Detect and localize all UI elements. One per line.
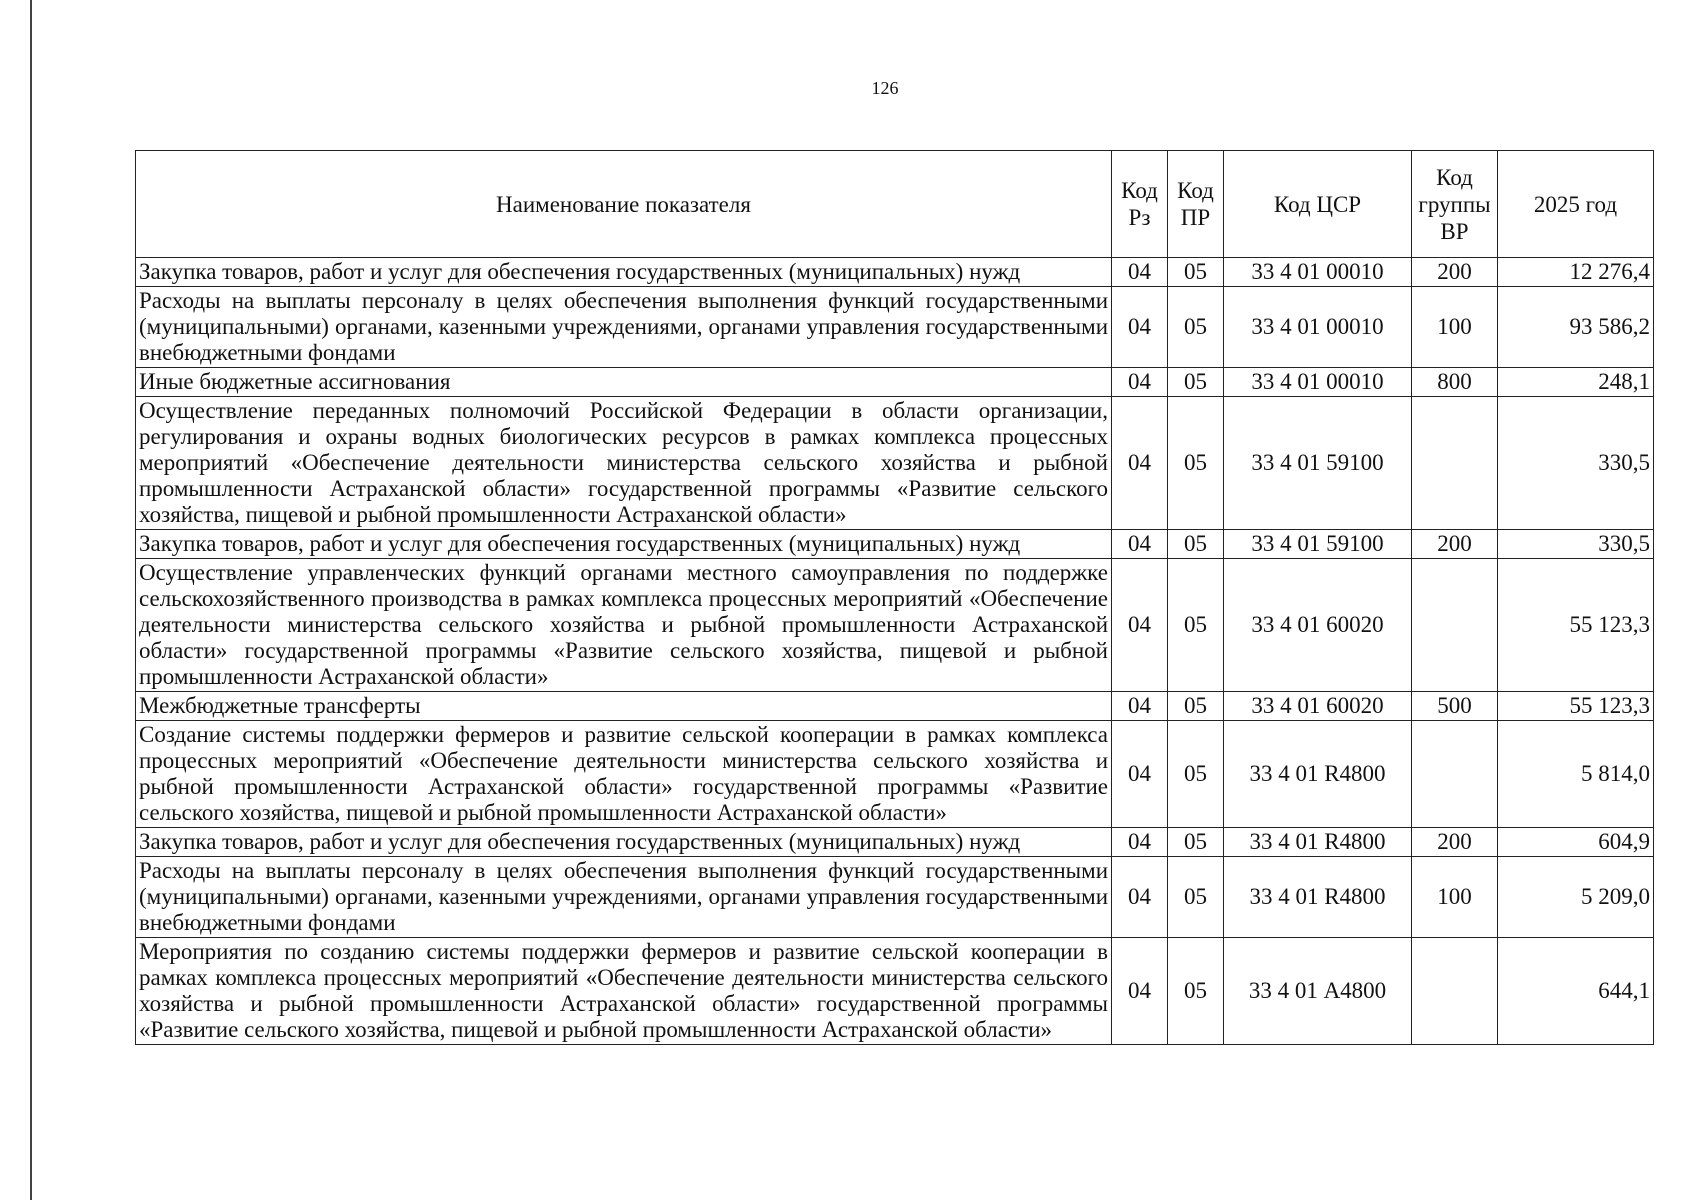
cell-vr: 100	[1412, 287, 1498, 368]
table-row	[136, 258, 1654, 287]
header-vr: Код группы ВР	[1412, 151, 1498, 258]
cell-name: Осуществление управленческих функций органами местного самоуправления по поддержке сельскохозяйственного производства в рамках комплекса процессных мероприятий «Обеспечение деятельности министерства сельского хозяйства и рыбной промышленности Астраханской области» государственной программы «Развитие сельского хозяйства, пищевой и рыбной промышленности Астраханской области»	[136, 559, 1112, 692]
cell-rz: 04	[1112, 258, 1168, 287]
cell-value: 604,9	[1498, 828, 1654, 857]
table-row	[136, 721, 1654, 828]
cell-value: 55 123,3	[1498, 559, 1654, 692]
cell-csr: 33 4 01 60020	[1224, 559, 1412, 692]
table-row	[136, 692, 1654, 721]
cell-vr: 200	[1412, 530, 1498, 559]
cell-pr: 05	[1168, 857, 1224, 938]
cell-vr	[1412, 559, 1498, 692]
cell-name: Иные бюджетные ассигнования	[136, 368, 1112, 397]
cell-csr: 33 4 01 R4800	[1224, 857, 1412, 938]
cell-value: 330,5	[1498, 397, 1654, 530]
table-header	[136, 151, 1654, 258]
cell-vr	[1412, 938, 1498, 1045]
cell-rz: 04	[1112, 287, 1168, 368]
cell-vr: 200	[1412, 258, 1498, 287]
cell-rz: 04	[1112, 559, 1168, 692]
cell-name: Расходы на выплаты персоналу в целях обеспечения выполнения функций государственными (муниципальными) органами, казенными учреждениями, органами управления государственными внебюджетными фондами	[136, 287, 1112, 368]
cell-pr: 05	[1168, 692, 1224, 721]
cell-csr: 33 4 01 00010	[1224, 368, 1412, 397]
cell-csr: 33 4 01 R4800	[1224, 721, 1412, 828]
cell-vr: 100	[1412, 857, 1498, 938]
cell-pr: 05	[1168, 368, 1224, 397]
cell-csr: 33 4 01 59100	[1224, 530, 1412, 559]
page-number: 126	[871, 78, 899, 98]
cell-value: 644,1	[1498, 938, 1654, 1045]
header-year: 2025 год	[1498, 151, 1654, 258]
header-name: Наименование показателя	[136, 151, 1112, 258]
cell-name: Закупка товаров, работ и услуг для обеспечения государственных (муниципальных) нужд	[136, 530, 1112, 559]
binding-line	[30, 0, 32, 1200]
cell-value: 5 814,0	[1498, 721, 1654, 828]
header-csr: Код ЦСР	[1224, 151, 1412, 258]
cell-name: Создание системы поддержки фермеров и развитие сельской кооперации в рамках комплекса процессных мероприятий «Обеспечение деятельности министерства сельского хозяйства и рыбной промышленности Астраханской области» государственной программы «Развитие сельского хозяйства, пищевой и рыбной промышленности Астраханской области»	[136, 721, 1112, 828]
table-row	[136, 559, 1654, 692]
cell-rz: 04	[1112, 692, 1168, 721]
cell-value: 93 586,2	[1498, 287, 1654, 368]
cell-vr: 500	[1412, 692, 1498, 721]
cell-value: 248,1	[1498, 368, 1654, 397]
cell-name: Межбюджетные трансферты	[136, 692, 1112, 721]
cell-csr: 33 4 01 59100	[1224, 397, 1412, 530]
cell-csr: 33 4 01 60020	[1224, 692, 1412, 721]
cell-csr: 33 4 01 00010	[1224, 258, 1412, 287]
table-row	[136, 530, 1654, 559]
cell-csr: 33 4 01 R4800	[1224, 828, 1412, 857]
cell-vr	[1412, 721, 1498, 828]
cell-name: Расходы на выплаты персоналу в целях обеспечения выполнения функций государственными (муниципальными) органами, казенными учреждениями, органами управления государственными внебюджетными фондами	[136, 857, 1112, 938]
cell-pr: 05	[1168, 938, 1224, 1045]
cell-pr: 05	[1168, 530, 1224, 559]
table-row	[136, 857, 1654, 938]
cell-pr: 05	[1168, 397, 1224, 530]
table-row	[136, 287, 1654, 368]
table-row	[136, 938, 1654, 1045]
cell-name: Мероприятия по созданию системы поддержки фермеров и развитие сельской кооперации в рамках комплекса процессных мероприятий «Обеспечение деятельности министерства сельского хозяйства и рыбной промышленности Астраханской области» государственной программы «Развитие сельского хозяйства, пищевой и рыбной промышленности Астраханской области»	[136, 938, 1112, 1045]
cell-pr: 05	[1168, 258, 1224, 287]
cell-rz: 04	[1112, 397, 1168, 530]
table-row	[136, 828, 1654, 857]
cell-pr: 05	[1168, 287, 1224, 368]
cell-pr: 05	[1168, 828, 1224, 857]
cell-rz: 04	[1112, 828, 1168, 857]
cell-value: 5 209,0	[1498, 857, 1654, 938]
cell-vr: 800	[1412, 368, 1498, 397]
cell-name: Закупка товаров, работ и услуг для обеспечения государственных (муниципальных) нужд	[136, 258, 1112, 287]
table-row	[136, 368, 1654, 397]
cell-rz: 04	[1112, 938, 1168, 1045]
table-body	[136, 258, 1654, 1045]
cell-rz: 04	[1112, 530, 1168, 559]
cell-name: Закупка товаров, работ и услуг для обеспечения государственных (муниципальных) нужд	[136, 828, 1112, 857]
cell-value: 12 276,4	[1498, 258, 1654, 287]
cell-rz: 04	[1112, 721, 1168, 828]
cell-pr: 05	[1168, 721, 1224, 828]
cell-rz: 04	[1112, 857, 1168, 938]
cell-vr	[1412, 397, 1498, 530]
header-pr: Код ПР	[1168, 151, 1224, 258]
cell-value: 55 123,3	[1498, 692, 1654, 721]
cell-csr: 33 4 01 А4800	[1224, 938, 1412, 1045]
cell-vr: 200	[1412, 828, 1498, 857]
cell-rz: 04	[1112, 368, 1168, 397]
cell-pr: 05	[1168, 559, 1224, 692]
header-rz: Код Рз	[1112, 151, 1168, 258]
budget-table	[135, 150, 1654, 1045]
cell-name: Осуществление переданных полномочий Российской Федерации в области организации, регулирования и охраны водных биологических ресурсов в рамках комплекса процессных мероприятий «Обеспечение деятельности министерства сельского хозяйства и рыбной промышленности Астраханской области» государственной программы «Развитие сельского хозяйства, пищевой и рыбной промышленности Астраханской области»	[136, 397, 1112, 530]
cell-csr: 33 4 01 00010	[1224, 287, 1412, 368]
cell-value: 330,5	[1498, 530, 1654, 559]
table-row	[136, 397, 1654, 530]
